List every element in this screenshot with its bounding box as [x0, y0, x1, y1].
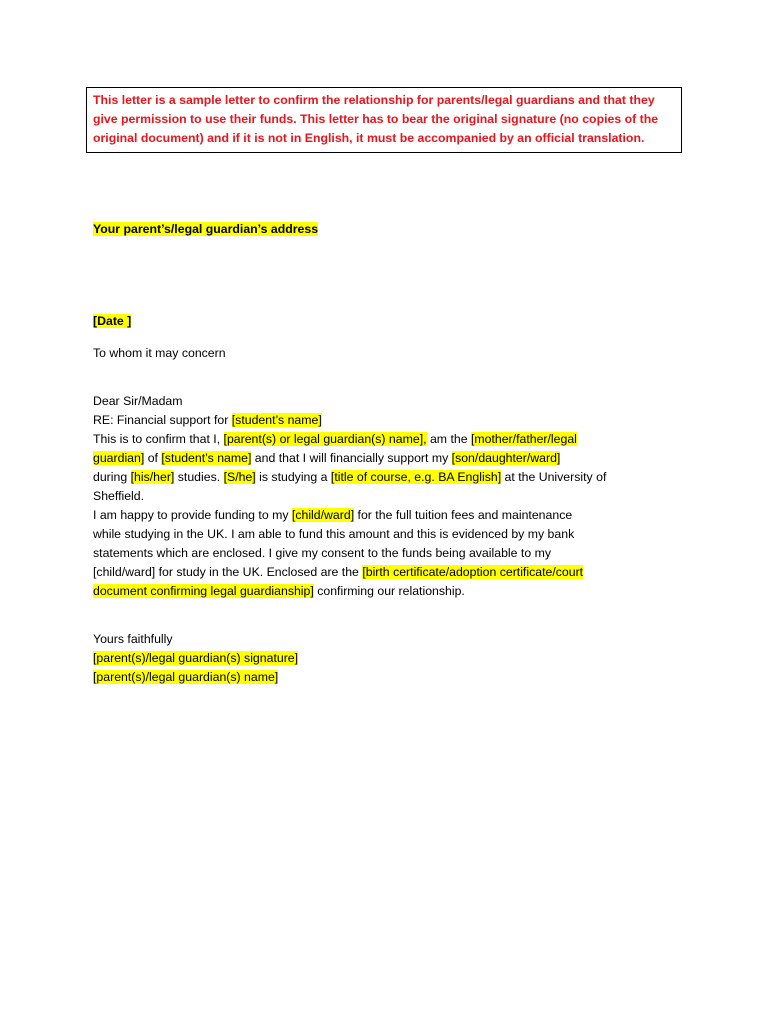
signature-line — [93, 649, 298, 668]
parent-name-placeholder: [parent(s) or legal guardian(s) name], — [223, 432, 427, 446]
body-text: is studying a — [255, 470, 331, 484]
body-text: I am happy to provide funding to my — [93, 508, 292, 522]
valediction: Yours faithfully — [93, 632, 173, 646]
body-line-6: while studying in the UK. I am able to fund this amount and this is evidenced by my bank — [93, 527, 575, 541]
body-line-2 — [93, 449, 606, 468]
pronoun-placeholder: [S/he] — [223, 470, 256, 484]
body-text: of — [144, 451, 162, 465]
re-student-name: [student’s name] — [231, 413, 322, 427]
body-text: [child/ward] for study in the UK. Enclosed are the — [93, 565, 363, 579]
body-text: confirming our relationship. — [313, 584, 465, 598]
body-line-7: statements which are enclosed. I give my consent to the funds being available to my — [93, 546, 551, 560]
address-placeholder — [93, 220, 318, 239]
body-text: am the — [426, 432, 471, 446]
body-line-3 — [93, 468, 606, 487]
body-line-1 — [93, 430, 606, 449]
closing — [93, 630, 298, 687]
salutation: Dear Sir/Madam — [93, 394, 183, 408]
re-prefix: RE: Financial support for — [93, 413, 232, 427]
relationship-placeholder: [mother/father/legal — [470, 432, 577, 446]
body-text: at the University of — [501, 470, 607, 484]
relationship-placeholder: guardian] — [93, 451, 145, 465]
letter-body — [93, 392, 606, 601]
body-text: and that I will financially support my — [251, 451, 452, 465]
body-line-9 — [93, 582, 606, 601]
general-salutation: To whom it may concern — [93, 346, 226, 360]
body-line-8 — [93, 563, 606, 582]
sample-letter-notice — [86, 87, 682, 153]
name-placeholder: [parent(s)/legal guardian(s) name] — [93, 670, 279, 684]
notice-line-2: give permission to use their funds. This letter has to bear the original signature (no copies of the — [93, 112, 659, 126]
notice-line-1: This letter is a sample letter to confirm the relationship for parents/legal guardians and that they — [93, 93, 655, 107]
body-text: during — [93, 470, 131, 484]
body-text: This is to confirm that I, — [93, 432, 224, 446]
child-ward-placeholder: [child/ward] — [291, 508, 355, 522]
address-text: Your parent’s/legal guardian’s address — [93, 222, 319, 236]
re-line — [93, 411, 606, 430]
student-name-placeholder: [student’s name] — [161, 451, 252, 465]
notice-line-3: original document) and if it is not in English, it must be accompanied by an official translation. — [93, 131, 645, 145]
body-text: for the full tuition fees and maintenance — [354, 508, 573, 522]
body-line-5 — [93, 506, 606, 525]
date-placeholder — [93, 312, 131, 331]
pronoun-placeholder: [his/her] — [130, 470, 175, 484]
date-text: [Date ] — [93, 314, 132, 328]
body-line-4: Sheffield. — [93, 489, 145, 503]
course-title-placeholder: [title of course, e.g. BA English] — [330, 470, 502, 484]
body-text: studies. — [174, 470, 224, 484]
child-relation-placeholder: [son/daughter/ward] — [451, 451, 561, 465]
name-line — [93, 668, 298, 687]
signature-placeholder: [parent(s)/legal guardian(s) signature] — [93, 651, 299, 665]
document-placeholder: [birth certificate/adoption certificate/court — [362, 565, 584, 579]
document-placeholder: document confirming legal guardianship] — [93, 584, 314, 598]
